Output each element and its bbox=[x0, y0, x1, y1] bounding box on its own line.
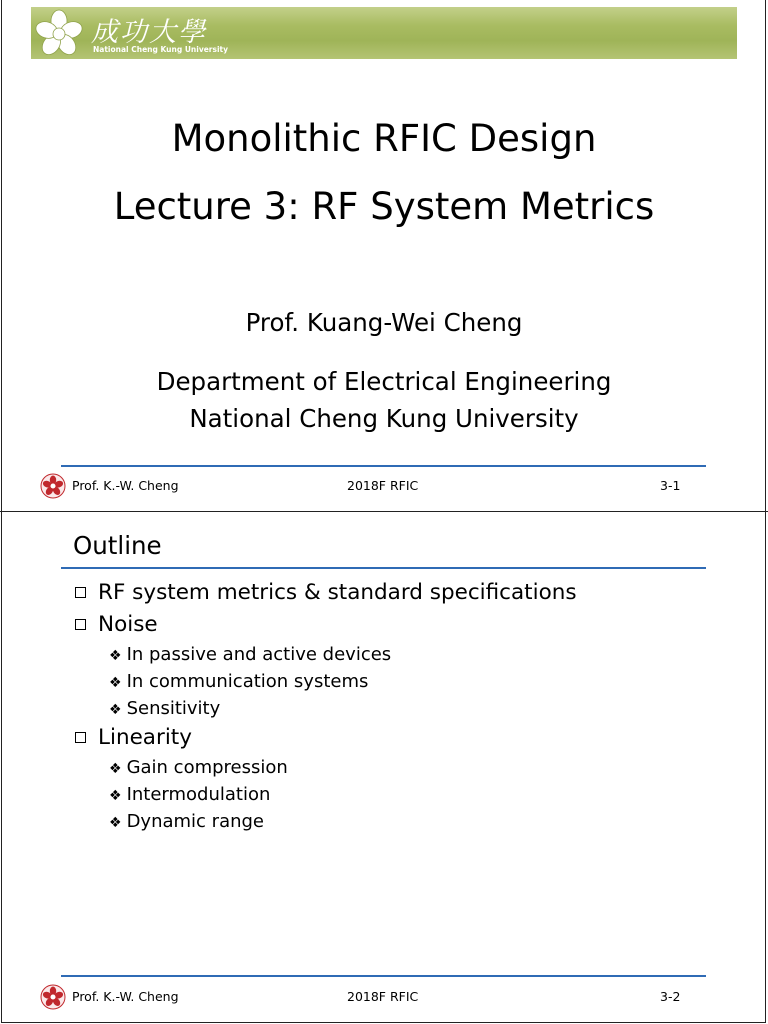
slide-title: Monolithic RFIC Design bbox=[171, 117, 597, 160]
sub-list-item: ❖ In communication systems bbox=[109, 671, 369, 692]
footer-page-number: 3-1 bbox=[660, 478, 681, 493]
university-banner bbox=[31, 7, 737, 59]
square-bullet-icon bbox=[75, 619, 86, 630]
footer-rule bbox=[61, 465, 706, 467]
sub-list-item: ❖ Sensitivity bbox=[109, 698, 221, 719]
ncku-seal-icon bbox=[40, 473, 66, 499]
square-bullet-icon bbox=[75, 732, 86, 743]
slide-divider bbox=[0, 511, 768, 512]
banner-chinese-name: 成功大學 bbox=[91, 17, 207, 48]
footer-course: 2018F RFIC bbox=[347, 478, 419, 493]
sub-list-item: ❖ In passive and active devices bbox=[109, 644, 392, 665]
sub-list-item: ❖ Dynamic range bbox=[109, 811, 265, 832]
author-name: Prof. Kuang-Wei Cheng bbox=[245, 308, 523, 337]
outline-list bbox=[73, 580, 577, 838]
list-item: Linearity bbox=[73, 725, 577, 757]
list-item: Noise bbox=[73, 612, 577, 644]
footer-author: Prof. K.-W. Cheng bbox=[72, 478, 179, 493]
ncku-flower-logo-icon bbox=[33, 9, 85, 57]
slide-1 bbox=[0, 0, 768, 511]
footer-course: 2018F RFIC bbox=[347, 989, 419, 1004]
footer-rule bbox=[61, 975, 706, 977]
sub-list-item: ❖ Gain compression bbox=[109, 757, 288, 778]
diamond-bullet-icon: ❖ bbox=[109, 702, 122, 718]
university-name: National Cheng Kung University bbox=[189, 404, 579, 433]
sub-list-item: ❖ Intermodulation bbox=[109, 784, 271, 805]
footer-page-number: 3-2 bbox=[660, 989, 681, 1004]
footer-author: Prof. K.-W. Cheng bbox=[72, 989, 179, 1004]
banner-english-name: National Cheng Kung University bbox=[93, 45, 228, 54]
diamond-bullet-icon: ❖ bbox=[109, 761, 122, 777]
heading-rule bbox=[61, 567, 706, 569]
lecture-title: Lecture 3: RF System Metrics bbox=[113, 185, 655, 228]
square-bullet-icon bbox=[75, 587, 86, 598]
list-item: RF system metrics & standard specifications bbox=[73, 580, 577, 612]
department-name: Department of Electrical Engineering bbox=[156, 367, 612, 396]
diamond-bullet-icon: ❖ bbox=[109, 675, 122, 691]
diamond-bullet-icon: ❖ bbox=[109, 815, 122, 831]
outline-heading: Outline bbox=[73, 531, 162, 560]
ncku-seal-icon bbox=[40, 984, 66, 1010]
diamond-bullet-icon: ❖ bbox=[109, 788, 122, 804]
diamond-bullet-icon: ❖ bbox=[109, 648, 122, 664]
